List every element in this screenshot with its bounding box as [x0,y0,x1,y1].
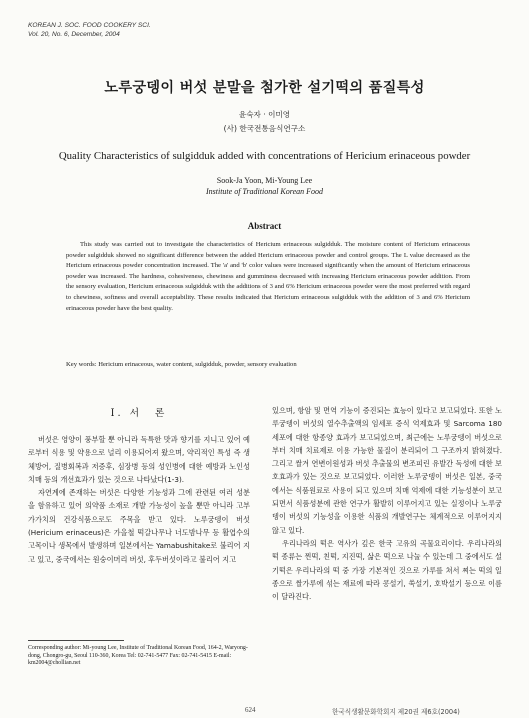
journal-name: KOREAN J. SOC. FOOD COOKERY SCI. [28,22,151,29]
abstract-text: This study was carried out to investigate the characteristics of Hericium erinaceous sulgidduk. The moisture content of Hericium erinaceous powder sulgidduk showed no significant difference between the added Hericium erinaceous powder and control groups. The L value decreased as the Hericium erinaceous powder concentration increased. The 'a' and 'b' color values were increased significantly when the amount of Hericium erinaceous powder was increased. The hardness, cohesiveness, chewiness and gumminess decreased with increasing Hericium erinaceous powder addition. From the sensory evaluation, Hericium erinaceous sulgidduk with the additions of 3 and 6% Hericium erinaceous powder were the most preferred with regard to chewiness, softness and overall acceptability. These results indicated that Hericium erinaceous sulgidduk with the addition of 3 and 6% Hericium erinaceous powder have the best quality. [66,241,470,312]
journal-header [28,22,151,39]
left-column [28,433,250,566]
korean-affiliation: (사) 한국전통음식연구소 [223,124,306,133]
corresponding-author-footnote: Corresponding author: Mi-young Lee, Institute of Traditional Korean Food, 164-2, Waryong-dong, Chongro-gu, Seoul 110-360, Korea Tel: 02-741-5477 Fax: 02-741-5415 E-mail: km2004@chollian.net [28,645,248,667]
paragraph: 자연계에 존재하는 버섯은 다양한 기능성과 그에 관련된 여러 성분을 함유하고 있어 의약품 소재로 개발 가능성이 높을 뿐만 아니라 고부가가치의 건강식품으로도 주목을 받고 있다. 노루궁뎅이 버섯(Hericium erinaceus)은 가을철 떡갈나무나 너도밤나무 등 활엽수의 고목이나 생목에서 발생하며 일본에서는 Yamabushitake로 불리어 지고 있고, 중국에서는 원숭이머리 버섯, 후두버섯이라고 불리어 지고 [28,488,250,564]
keywords: Key words: Hericium erinaceous, water content, sulgidduk, powder, sensory evaluation [66,361,297,368]
running-footer: 한국식생활문화학회지 제20권 제6호(2004) [332,708,460,716]
footnote-divider [28,640,124,641]
korean-title: 노루궁뎅이 버섯 분말을 첨가한 설기떡의 품질특성 [104,80,425,96]
paragraph: 우리나라의 떡은 역사가 깊은 한국 고유의 곡물요리이다. 우리나라의 떡 종류는 찐떡, 친떡, 지진떡, 삶은 떡으로 나눌 수 있는데 그 중에서도 설기떡은 우리나라의 떡 중 가장 기본적인 것으로 가루를 쳐서 찌는 떡의 일종으로 쌀가루에 섞는 재료에 따라 콩설기, 쑥설기, 호박설기 등으로 이름이 달라진다. [272,538,502,602]
right-column [272,404,502,603]
section-heading: Ⅰ. 서 론 [110,408,168,419]
paragraph: 있으며, 항암 및 면역 기능이 증진되는 효능이 있다고 보고되었다. 또한 노루궁뎅이 버섯의 열수추출액의 임세포 증식 억제효과 및 Sarcoma 180세포에 대한 항종양 효과가 보고되었으며, 최근에는 노루궁뎅이 버섯으로부터 치매 치료제로 이용 가능한 물질이 분리되어 그 구조까지 밝혀졌다. 그리고 쌀겨 연변이원성과 버섯 추출물의 변조피린 유발간 독성에 대한 보호효과가 있는 것으로 보고되었다. 이러한 노루궁뎅이 버섯은 일본, 중국에서는 식품원료로 사용이 되고 있으며 치매 억제에 대한 기능성분이 보고되면서 식품성분에 관한 연구가 활발히 이루어지고 있는 실정이나 노루궁뎅이 버섯의 기능성을 이용한 식품의 개발연구는 체계적으로 이루어지지 않고 있다. [272,406,502,535]
english-authors: Sook-Ja Yoon, Mi-Young Lee [216,176,313,185]
abstract-heading: Abstract [247,221,282,231]
paragraph: 버섯은 영양이 풍부할 뿐 아니라 독특한 맛과 향기를 지니고 있어 예로부터 식용 및 약용으로 널리 이용되어져 왔으며, 약리적인 특성 즉 생체방어, 질병회복과 저증후, 심장병 등의 성인병에 대한 예방과 노인성 치매 등의 개선효과가 있는 것으로 나타났다(1-3). [28,435,250,484]
page-number: 624 [245,706,256,714]
english-title: Quality Characteristics of sulgidduk added with concentrations of Hericium erinaceous powder [58,150,471,162]
english-affiliation: Institute of Traditional Korean Food [205,187,324,196]
journal-volume: Vol. 20, No. 6, December, 2004 [28,30,120,38]
korean-authors: 윤숙자 · 이미영 [238,110,291,119]
